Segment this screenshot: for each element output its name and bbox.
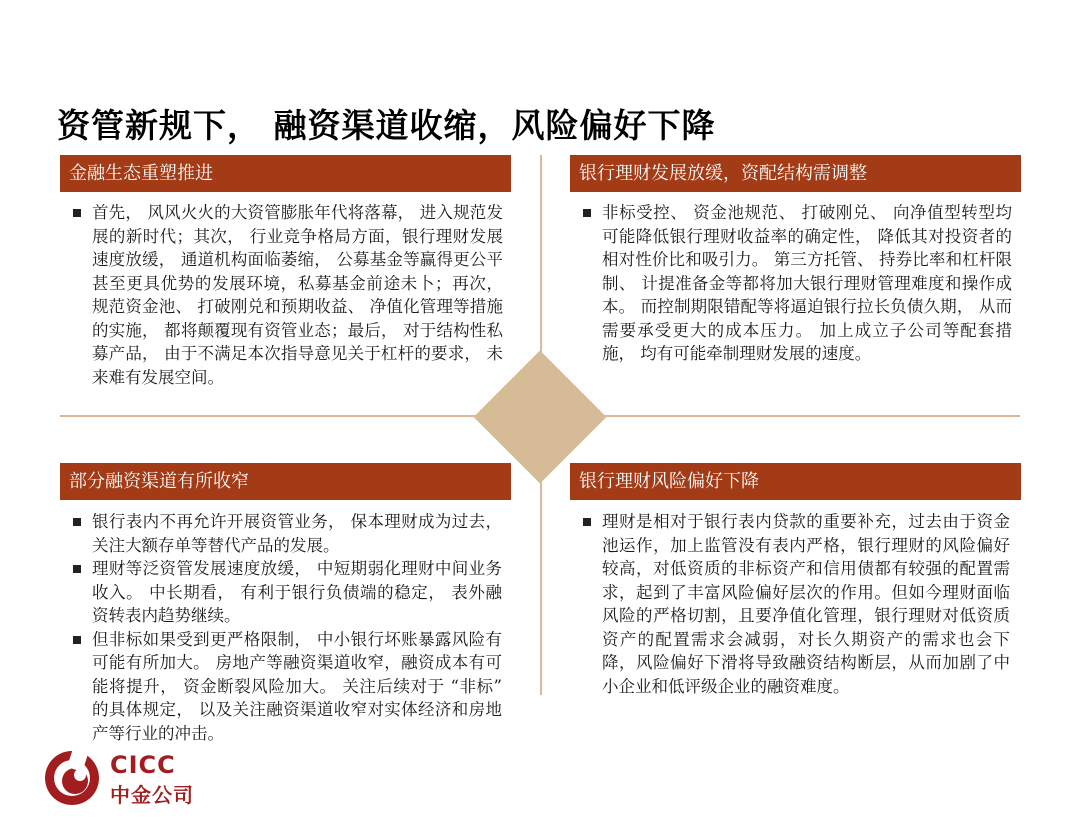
bullet-text: 但非标如果受到更严格限制， 中小银行坏账暴露风险有可能有所加大。 房地产等融资渠道收窄，融资成本有可能将提升， 资金断裂风险加大。 关注后续对于 “非标” 的具体规定， 以及关注融资渠道收窄对实体经济和房地产等行业的冲击。 (92, 629, 502, 743)
bullet-marker (73, 636, 81, 644)
bullet-text: 首先， 风风火火的大资管膨胀年代将落幕， 进入规范发展的新时代；其次， 行业竞争格局方面，银行理财发展速度放缓， 通道机构面临萎缩， 公募基金等赢得更公平甚至更具优势的发展环境，私募基金前途未卜；再次， 规范资金池、 打破刚兑和预期收益、 净值化管理等措施的实施， 都将颠覆现有资管业态；最后， 对于结构性私募产品， 由于不满足本次指导意见关于杠杆的要求， 未来难有发展空间。 (92, 203, 503, 387)
bullet-marker (583, 209, 591, 217)
cicc-logo-mark-icon (42, 748, 102, 808)
quadrant-header-ecosystem: 金融生态重塑推进 (60, 155, 511, 192)
bullet-item (60, 628, 502, 746)
cicc-logo (42, 748, 207, 808)
vertical-divider-top (540, 155, 542, 380)
horizontal-divider-right (560, 415, 1020, 417)
bullet-item (570, 510, 1010, 698)
bullet-marker (73, 518, 81, 526)
bullet-text: 理财等泛资管发展速度放缓， 中短期弱化理财中间业务收入。 中长期看， 有利于银行负债端的稳定， 表外融资转表内趋势继续。 (92, 559, 502, 625)
bullet-item (570, 201, 1012, 366)
horizontal-divider-left (60, 415, 520, 417)
vertical-divider-bottom (540, 455, 542, 695)
quadrant-header-financing-channels: 部分融资渠道有所收窄 (60, 463, 511, 500)
bullet-marker (73, 565, 81, 573)
quadrant-bullets-risk-appetite (570, 510, 1010, 698)
bullet-item (60, 201, 503, 389)
quadrant-header-risk-appetite: 银行理财风险偏好下降 (570, 463, 1021, 500)
quadrant-bullets-ecosystem (60, 201, 503, 389)
logo-text-cn: 中金公司 (110, 783, 194, 807)
bullet-text: 理财是相对于银行表内贷款的重要补充，过去由于资金池运作，加上监管没有表内严格，银行理财的风险偏好较高，对低资质的非标资产和信用债都有较强的配置需求，起到了丰富风险偏好层次的作用。但如今理财面临风险的严格切割，且要净值化管理，银行理财对低资质资产的配置需求会减弱，对长久期资产的需求也会下降，风险偏好下滑将导致融资结构断层，从而加剧了中小企业和低评级企业的融资难度。 (602, 512, 1010, 696)
logo-text-en: CICC (110, 751, 176, 779)
bullet-text: 银行表内不再允许开展资管业务， 保本理财成为过去， 关注大额存单等替代产品的发展。 (92, 512, 502, 555)
bullet-item (60, 557, 502, 628)
quadrant-bullets-financing-channels (60, 510, 502, 745)
quadrant-bullets-bank-wealth (570, 201, 1012, 366)
bullet-item (60, 510, 502, 557)
bullet-marker (73, 209, 81, 217)
quadrant-header-bank-wealth: 银行理财发展放缓，资配结构需调整 (570, 155, 1021, 192)
slide-title: 资管新规下， 融资渠道收缩，风险偏好下降 (57, 106, 716, 145)
bullet-text: 非标受控、 资金池规范、 打破刚兑、 向净值型转型均可能降低银行理财收益率的确定性， 降低其对投资者的相对性价比和吸引力。 第三方托管、 持券比率和杠杆限制、 计提准备金等都将加大银行理财管理难度和操作成本。 而控制期限错配等将逼迫银行拉长负债久期， 从而需要承受更大的成本压力。 加上成立子公司等配套措施， 均有可能牵制理财发展的速度。 (602, 203, 1012, 363)
bullet-marker (583, 518, 591, 526)
